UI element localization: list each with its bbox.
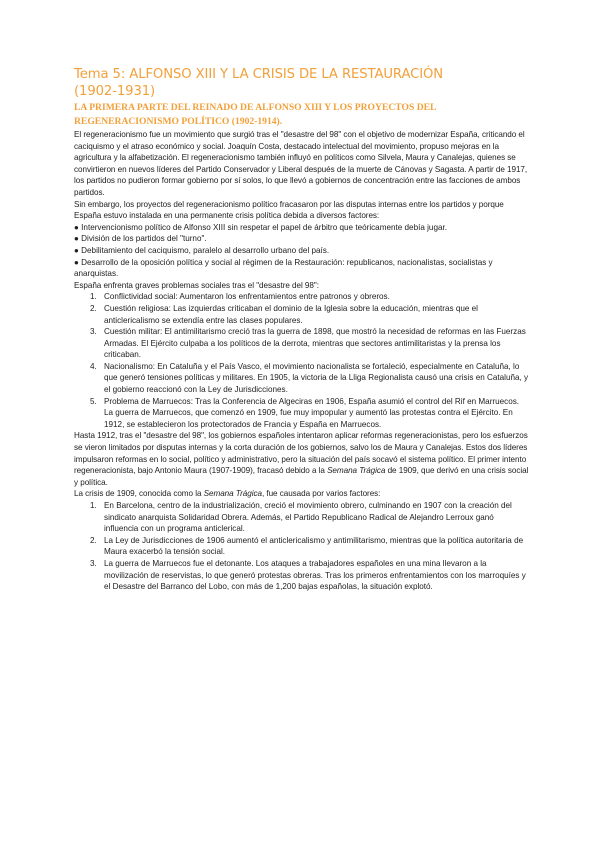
paragraph-crisis-text-a: La crisis de 1909, conocida como la [74,489,204,499]
list-item [74,558,530,593]
list-item-text: En Barcelona, centro de la industrialización, creció el movimiento obrero, culminando en 1907 con la creación del sindicato anarquista Solidaridad Obrera. Además, el Partido Republicano Radical de Alejandro Lerroux ganó influencia con un programa anticlerical. [104,501,512,534]
list-item [74,303,530,326]
list-number: 3. [90,558,97,568]
list-item [74,500,530,535]
paragraph-reformas-text-b: de 1909, que derivó en una crisis social y política. [74,466,529,487]
title-line-2: (1902-1931) [74,84,156,99]
section-heading: LA PRIMERA PARTE DEL REINADO DE ALFONSO XIII Y LOS PROYECTOS DEL REGENERACIONISMO POLÍTICO (1902-1914). [74,102,436,127]
paragraph-reformas [74,430,530,488]
list-number: 1. [90,501,97,510]
semana-tragica-emphasis: Semana Trágica [203,489,262,499]
list-item [74,326,530,361]
list-item-text: La guerra de Marruecos fue el detonante. Los ataques a trabajadores españoles en una mina llevaron a la movilización de reservistas, lo que generó protestas obreras. Tras los primeros enfrentamientos con los marroquíes y el Desastre del Barranco del Lobo, con más de 1,200 bajas españolas, la situación explotó. [104,558,526,592]
crisis-factors-list [74,500,530,593]
paragraph-reformas-text-a: Hasta 1912, tras el "desastre del 98", los gobiernos españoles intentaron aplicar reformas regeneracionistas, pero los esfuerzos se vieron limitados por disputas internas y la corta duración de los gobiernos, salvo los de Maura y Canalejas. Estos dos líderes impulsaron reformas en lo social, político y administrativo, pero la situación del país socavó el sistema político. El primer intento regeneracionista, bajo Antonio Maura (1907-1909), fracasó debido a la [74,431,528,476]
social-problems-list [74,291,530,430]
bullet-item: ● Debilitamiento del caciquismo, paralelo al desarrollo urbano del país. [74,245,330,255]
list-item [74,291,530,303]
list-item [74,396,530,431]
list-item-text: Conflictividad social: Aumentaron los enfrentamientos entre patronos y obreros. [104,292,390,302]
factors-bullet-list [74,222,530,280]
list-item [74,535,530,558]
paragraph-regeneracionismo: El regeneracionismo fue un movimiento que surgió tras el "desastre del 98" con el objetivo de modernizar España, criticando el caciquismo y el atraso económico y social. Joaquín Costa, destacado intelectual del movimiento, propuso mejoras en la agricultura y la alfabetización. El regeneracionismo también influyó en políticos como Silvela, Maura y Canalejas, quienes se convirtieron en nuevos líderes del Partido Conservador y Liberal después de la muerte de Cánovas y Sagasta. A partir de 1917, los partidos no pudieron formar gobierno por sí solos, lo que llevó a gobiernos de concentración entre las facciones de ambos partidos. [74,130,528,197]
list-number: 4. [90,361,97,371]
page-title [74,66,530,100]
paragraph-problemas-sociales: España enfrenta graves problemas sociales tras el "desastre del 98": [74,280,319,290]
list-number: 2. [90,535,97,545]
bullet-item: ● Desarrollo de la oposición política y social al régimen de la Restauración: republicanos, nacionalistas, socialistas y anarquistas. [74,257,493,279]
list-number: 1. [90,292,97,302]
list-item-text: Nacionalismo: En Cataluña y el País Vasco, el movimiento nacionalista se fortaleció, especialmente en Cataluña, lo que generó tensiones políticas y militares. En 1905, la victoria de la Lliga Regionalista causó una crisis en Cataluña, y el gobierno reaccionó con la Ley de Jurisdicciones. [104,361,529,395]
title-line-1: Tema 5: ALFONSO XIII Y LA CRISIS DE LA RESTAURACIÓN [74,67,444,82]
list-item-text: La Ley de Jurisdicciones de 1906 aumentó el anticlericalismo y antimilitarismo, mientras que la política autoritaria de Maura exacerbó la tensión social. [104,535,524,557]
list-number: 2. [90,303,97,313]
paragraph-crisis-1909 [74,488,530,500]
paragraph-crisis-text-b: , fue causada por varios factores: [261,489,381,499]
list-number: 3. [90,327,97,337]
list-item-text: Cuestión militar: El antimilitarismo creció tras la guerra de 1898, que mostró la necesidad de reformas en las Fuerzas Armadas. El Ejército culpaba a los políticos de la derrota, mientras que sectores antimilitaristas y la prensa los criticaban. [104,327,526,360]
list-number: 5. [90,396,97,406]
list-item-text: Cuestión religiosa: Las izquierdas criticaban el dominio de la Iglesia sobre la educación, mientras que el anticlericalismo se extendía entre las clases populares. [104,303,478,325]
list-item-text: Problema de Marruecos: Tras la Conferencia de Algeciras en 1906, España asumió el control del Rif en Marruecos. La guerra de Marruecos, que comenzó en 1909, fue muy impopular y aumentó las protestas contra el Ejército. En 1912, se establecieron los protectorados de Francia y España en Marruecos. [104,396,520,429]
list-item [74,361,530,396]
semana-tragica-emphasis: Semana Trágica [327,466,386,476]
paragraph-fracaso: Sin embargo, los proyectos del regeneracionismo político fracasaron por las disputas internas entre los partidos y porque España estuvo instalada en una permanente crisis política debida a diversos factores: [74,199,504,221]
bullet-item: ● División de los partidos del "turno". [74,234,207,244]
bullet-item: ● Intervencionismo político de Alfonso XIII sin respetar el papel de árbitro que teóricamente debía jugar. [74,222,448,232]
